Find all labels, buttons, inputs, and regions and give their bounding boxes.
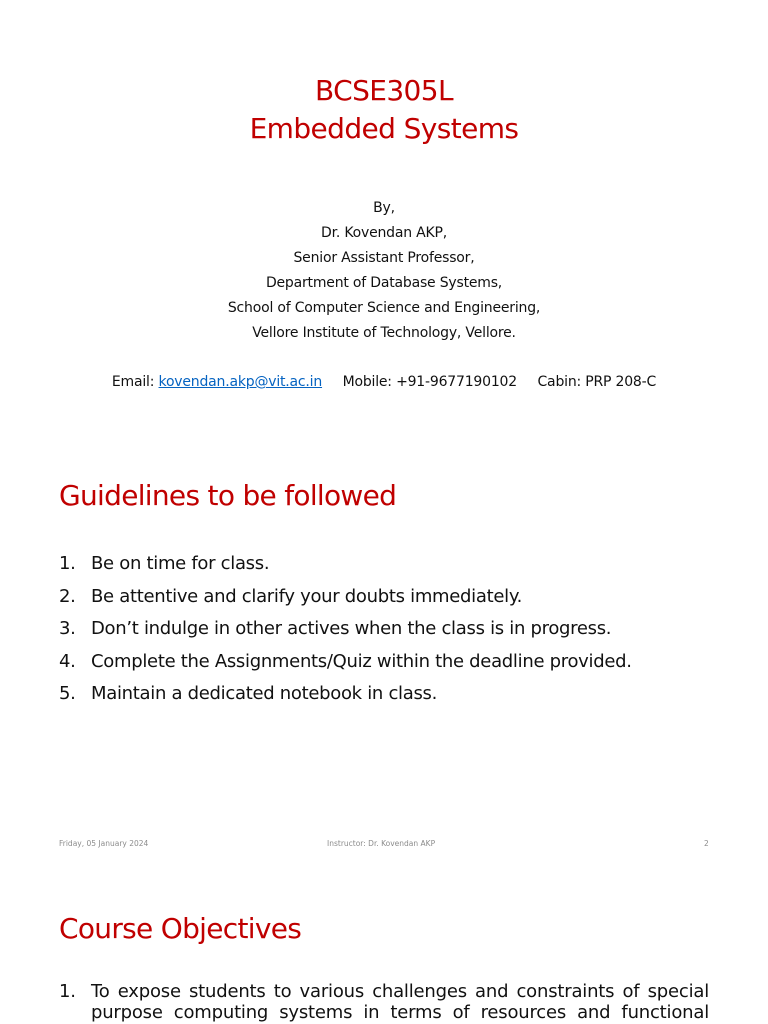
guidelines-heading: Guidelines to be followed [59,479,397,512]
course-code: BCSE305L [315,74,453,107]
list-item [59,581,632,614]
item-number: 3. [59,618,76,639]
email-label: Email: [111,374,155,390]
item-text: To expose students to various challenges and constraints of special purpose computing systems in terms of resources and functional [91,981,709,1023]
footer-page-number: 2 [704,839,709,848]
course-title: Embedded Systems [249,112,519,145]
list-item [59,981,709,1023]
byline-line: Department of Database Systems, [265,275,503,291]
item-number: 5. [59,683,76,704]
item-text: Be attentive and clarify your doubts immediately. [91,585,523,607]
list-item [59,646,632,679]
objectives-heading: Course Objectives [59,912,302,945]
contact-line [0,372,768,392]
item-text: Complete the Assignments/Quiz within the deadline provided. [91,650,632,672]
footer-instructor: Instructor: Dr. Kovendan AKP [327,839,436,848]
list-item [59,548,632,581]
item-text: Don’t indulge in other actives when the class is in progress. [91,618,612,639]
cabin-number: Cabin: PRP 208-C [537,374,657,390]
item-number: 1. [59,553,76,574]
item-text: Maintain a dedicated notebook in class. [91,683,438,704]
mobile-number: Mobile: +91-9677190102 [342,374,517,390]
guidelines-list [59,548,632,711]
list-item [59,678,632,711]
slide-title [0,72,768,148]
byline-line: School of Computer Science and Engineering, [227,300,541,316]
item-number: 1. [59,981,76,1002]
objectives-list [59,981,709,1023]
author-byline [0,196,768,346]
item-number: 4. [59,650,76,672]
item-number: 2. [59,585,76,607]
byline-line: By, [373,200,395,216]
byline-line: Senior Assistant Professor, [293,250,475,266]
footer-date: Friday, 05 January 2024 [59,839,149,848]
email-link[interactable]: kovendan.akp@vit.ac.in [158,374,323,390]
list-item [59,613,632,646]
item-text: Be on time for class. [91,553,270,574]
byline-line: Vellore Institute of Technology, Vellore. [252,325,516,341]
byline-line: Dr. Kovendan AKP, [320,225,447,241]
